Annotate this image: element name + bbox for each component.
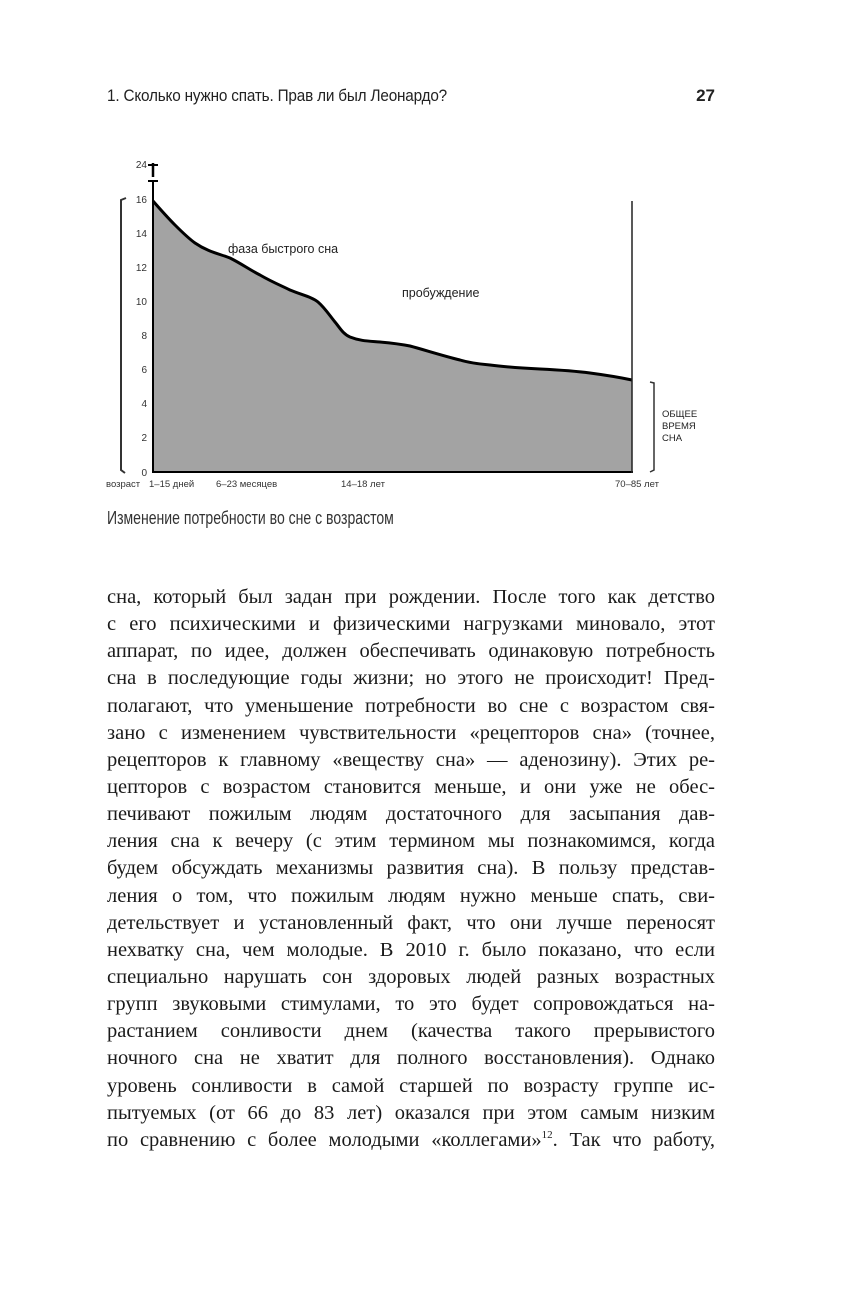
svg-text:8: 8 [141,331,147,342]
rem-phase-label: фаза быстрого сна [228,242,339,256]
total-sleep-label-1: ОБЩЕЕ [662,409,698,420]
svg-text:2: 2 [141,433,147,444]
total-sleep-label-2: ВРЕМЯ [662,421,696,432]
paragraph-line: растанием сонливости днем (качества такого прерывистого [107,1020,715,1043]
paragraph-line: ления сна к вечеру (с этим термином мы познакомимся, когда [107,830,715,853]
paragraph-line: групп звуковыми стимулами, то это будет сопровождаться на- [107,993,715,1016]
svg-text:14: 14 [135,229,147,240]
running-head [107,86,715,110]
svg-text:14–18 лет: 14–18 лет [341,479,385,490]
paragraph-line: рецепторов к главному «веществу сна» — аденозину). Этих ре- [107,748,715,771]
paragraph-line: полагают, что уменьшение потребности во сне с возрастом свя- [107,694,715,717]
svg-text:1–15 дней: 1–15 дней [149,479,195,490]
figure-caption: Изменение потребности во сне с возрастом [107,508,394,528]
paragraph-line: по сравнению с более молодыми «коллегами»$^{12}$. Так что работу, [107,1128,716,1151]
svg-text:16: 16 [135,195,147,206]
x-tick-labels [106,479,660,490]
svg-text:4: 4 [141,399,147,410]
paragraph-line: специально нарушать сон здоровых людей разных возрастных [107,965,715,988]
svg-text:0: 0 [141,468,147,479]
svg-text:24: 24 [135,160,147,171]
paragraph-line: будем обсуждать механизмы развития сна). В пользу представ- [107,857,715,880]
chapter-title: 1. Сколько нужно спать. Прав ли был Леонардо? [107,86,448,105]
total-sleep-label-3: СНА [662,433,683,444]
svg-text:70–85 лет: 70–85 лет [615,479,659,490]
svg-text:возраст: возраст [106,479,141,490]
svg-text:10: 10 [135,297,147,308]
sleep-age-chart [0,150,862,500]
paragraph-line: ночного сна не хватит для полного восстановления). Однако [107,1047,715,1070]
paragraph-line: цепторов с возрастом становится меньше, и они уже не обес- [107,775,715,798]
paragraph-line: печивают пожилым людям достаточного для засыпания дав- [107,803,715,826]
svg-text:6–23 месяцев: 6–23 месяцев [216,479,278,490]
body-text [107,584,715,1154]
paragraph-line: нехватку сна, чем молодые. В 2010 г. было показано, что если [107,938,715,961]
paragraph-line: аппарат, по идее, должен обеспечивать одинаковую потребность [107,640,715,663]
wakefulness-label: пробуждение [402,286,480,300]
paragraph-line: зано с изменением чувствительности «рецепторов сна» (точнее, [107,721,715,744]
page-number: 27 [696,86,715,105]
y-tick-labels [136,160,148,479]
paragraph-line: пытуемых (от 66 до 83 лет) оказался при этом самым низким [107,1101,715,1124]
paragraph-line: детельствует и установленный факт, что они лучше переносят [107,911,715,934]
chart-svg [0,150,862,500]
footnote-ref[interactable]: 12 [541,1128,553,1141]
svg-text:12: 12 [135,263,147,274]
paragraph-line: ления о том, что пожилым людям нужно меньше спать, сви- [107,884,715,907]
paragraph-line: сна, который был задан при рождении. После того как детство [107,586,715,608]
svg-text:6: 6 [141,365,147,376]
paragraph-line: уровень сонливости в самой старшей по возрасту группе ис- [107,1074,715,1097]
paragraph-line: сна в последующие годы жизни; но этого не происходит! Пред- [107,667,715,690]
paragraph-line: с его психическими и физическими нагрузками миновало, этот [107,613,715,636]
total-sleep-area [153,201,632,472]
